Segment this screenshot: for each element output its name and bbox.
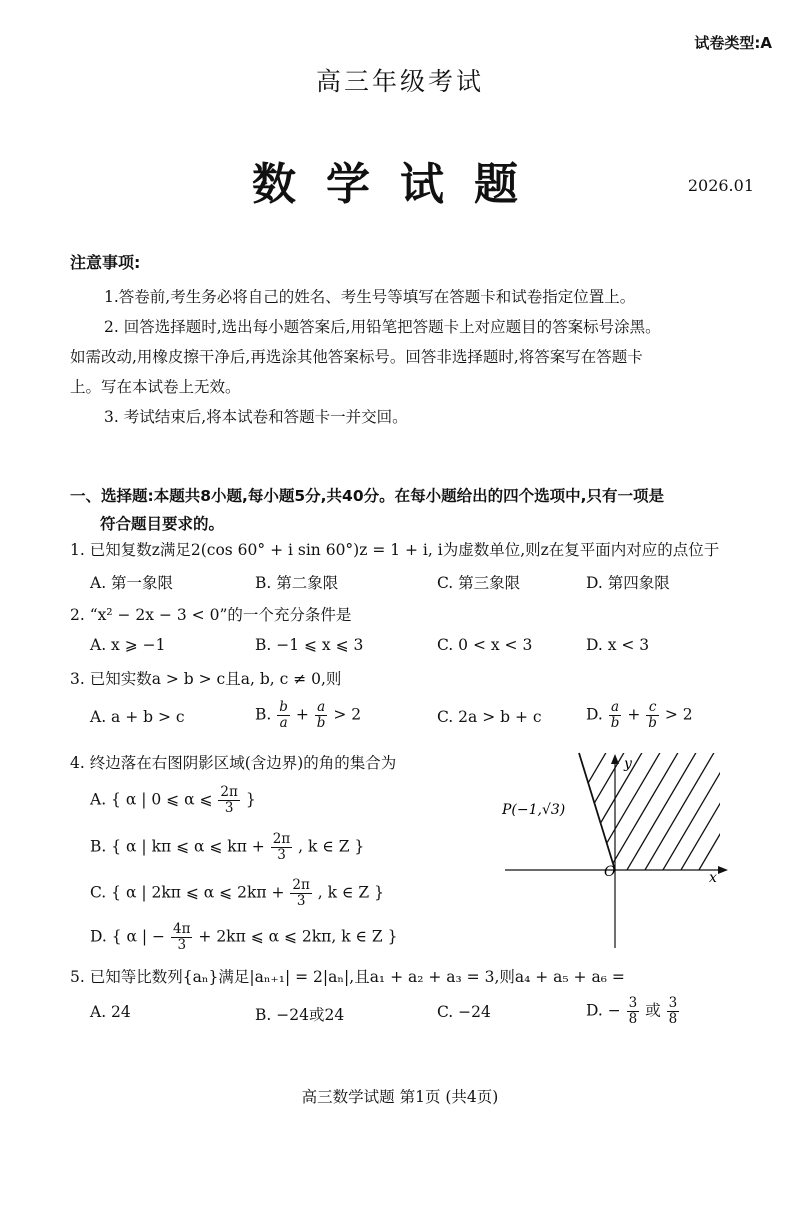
x-axis-label: x	[709, 870, 717, 886]
fraction-b-over-a	[277, 700, 290, 731]
point-p-label: P(−1,√3)	[502, 802, 566, 818]
fraction-numerator: a	[609, 700, 622, 716]
notes-title: 注意事项:	[70, 253, 141, 272]
fraction-numerator: c	[646, 700, 659, 716]
option-c-suffix: , k ∈ Z }	[317, 883, 384, 902]
question-4-option-b	[90, 832, 364, 863]
option-d-prefix: D. { α | −	[90, 927, 166, 946]
plus-sign: +	[627, 705, 641, 724]
inequality-rest: > 2	[333, 705, 362, 724]
section-heading-line-1: 一、选择题:本题共8小题,每小题5分,共40分。在每小题给出的四个选项中,只有一项是	[70, 487, 665, 505]
question-5-stem: 5. 已知等比数列{aₙ}满足|aₙ₊₁| = 2|aₙ|,且a₁ + a₂ + a₃ = 3,则a₄ + a₅ + a₆ =	[70, 968, 625, 986]
grade-title: 高三年级考试	[315, 67, 484, 96]
question-3-option-c: C. 2a > b + c	[437, 708, 542, 726]
exam-type-label: 试卷类型:A	[694, 34, 772, 52]
subject-title: 数学试题	[252, 159, 548, 210]
exam-date: 2026.01	[687, 176, 754, 195]
terminal-ray	[579, 753, 615, 870]
question-3-option-b	[255, 700, 361, 731]
question-2-option-d: D. x < 3	[586, 636, 650, 654]
inequality-rest: > 2	[664, 705, 693, 724]
question-5-option-b: B. −24或24	[255, 1006, 345, 1024]
question-4-option-c	[90, 878, 384, 909]
option-d-label: D.	[586, 705, 603, 724]
fraction-denominator: a	[279, 715, 288, 731]
question-1-stem: 1. 已知复数z满足2(cos 60° + i sin 60°)z = 1 + i, i为虚数单位,则z在复平面内对应的点位于	[70, 541, 720, 559]
question-1-option-b: B. 第二象限	[255, 574, 339, 592]
option-d-or: 或	[645, 1001, 661, 1020]
question-4-stem: 4. 终边落在右图阴影区域(含边界)的角的集合为	[70, 754, 397, 772]
fraction-denominator: 3	[296, 893, 306, 909]
question-5-option-a: A. 24	[90, 1003, 131, 1021]
fraction-denominator: 3	[277, 847, 286, 863]
fraction-numerator: 2π	[220, 784, 238, 800]
fraction-numerator: 2π	[292, 877, 310, 893]
section-heading	[70, 482, 664, 538]
fraction-2pi-over-3	[290, 878, 311, 909]
fraction-a-over-b	[609, 700, 622, 731]
question-1-option-d: D. 第四象限	[586, 574, 670, 592]
question-1-option-a: A. 第一象限	[90, 574, 174, 592]
plus-sign: +	[295, 705, 309, 724]
question-1-option-c: C. 第三象限	[437, 574, 521, 592]
notes-item-1: 1.答卷前,考生务必将自己的姓名、考生号等填写在答题卡和试卷指定位置上。	[104, 288, 636, 306]
question-3-stem: 3. 已知实数a > b > c且a, b, c ≠ 0,则	[70, 670, 342, 688]
origin-label: O	[604, 864, 616, 880]
fraction-denominator: 8	[628, 1011, 638, 1027]
question-3-option-d	[586, 700, 693, 731]
question-3-option-a: A. a + b > c	[90, 708, 185, 726]
question-2-option-b: B. −1 ⩽ x ⩽ 3	[255, 636, 364, 654]
question-4-option-a	[90, 785, 256, 816]
fraction-denominator: b	[648, 715, 657, 731]
fraction-denominator: 3	[224, 800, 234, 816]
option-d-prefix: D. −	[586, 1001, 621, 1020]
question-5-option-c: C. −24	[437, 1003, 491, 1021]
option-a-prefix: A. { α | 0 ⩽ α ⩽	[90, 790, 213, 809]
option-b-label: B.	[255, 705, 272, 724]
question-2-option-a: A. x ⩾ −1	[90, 636, 166, 654]
fraction-2pi-over-3	[271, 832, 292, 863]
option-a-suffix: }	[245, 790, 256, 809]
fraction-c-over-b	[646, 700, 659, 731]
fraction-numerator: 4π	[173, 921, 191, 937]
hatch-lines	[524, 752, 740, 892]
fraction-numerator: 2π	[272, 831, 291, 847]
option-b-prefix: B. { α | kπ ⩽ α ⩽ kπ +	[90, 837, 265, 856]
shaded-region-figure	[500, 752, 740, 952]
question-5-option-d	[586, 996, 680, 1027]
notes-item-2-line-1: 2. 回答选择题时,选出每小题答案后,用铅笔把答题卡上对应题目的答案标号涂黑。	[104, 318, 661, 336]
fraction-4pi-over-3	[171, 922, 192, 953]
y-axis-label: y	[624, 756, 632, 772]
notes-item-2-line-3: 上。写在本试卷上无效。	[70, 378, 241, 396]
option-b-suffix: , k ∈ Z }	[298, 837, 365, 856]
fraction-denominator: 8	[668, 1011, 678, 1027]
y-axis-arrow-icon	[611, 754, 619, 764]
fraction-numerator: a	[315, 700, 328, 716]
notes-item-3: 3. 考试结束后,将本试卷和答题卡一并交回。	[104, 408, 408, 426]
fraction-numerator: b	[279, 699, 288, 715]
option-c-prefix: C. { α | 2kπ ⩽ α ⩽ 2kπ +	[90, 883, 285, 902]
fraction-2pi-over-3	[218, 785, 239, 816]
page-footer: 高三数学试题 第1页 (共4页)	[301, 1088, 499, 1106]
x-axis-arrow-icon	[718, 866, 728, 874]
fraction-3-over-8	[667, 996, 680, 1027]
fraction-denominator: b	[316, 715, 326, 731]
fraction-numerator: 3	[668, 995, 678, 1011]
fraction-denominator: b	[610, 715, 620, 731]
fraction-a-over-b	[315, 700, 328, 731]
fraction-denominator: 3	[177, 937, 187, 953]
option-d-suffix: + 2kπ ⩽ α ⩽ 2kπ, k ∈ Z }	[198, 927, 398, 946]
section-heading-line-2: 符合题目要求的。	[100, 515, 225, 533]
question-2-option-c: C. 0 < x < 3	[437, 636, 533, 654]
fraction-numerator: 3	[628, 995, 638, 1011]
question-2-stem: 2. “x² − 2x − 3 < 0”的一个充分条件是	[70, 606, 352, 624]
fraction-3-over-8	[627, 996, 640, 1027]
question-4-option-d	[90, 922, 397, 953]
notes-item-2-line-2: 如需改动,用橡皮擦干净后,再选涂其他答案标号。回答非选择题时,将答案写在答题卡	[70, 348, 643, 366]
